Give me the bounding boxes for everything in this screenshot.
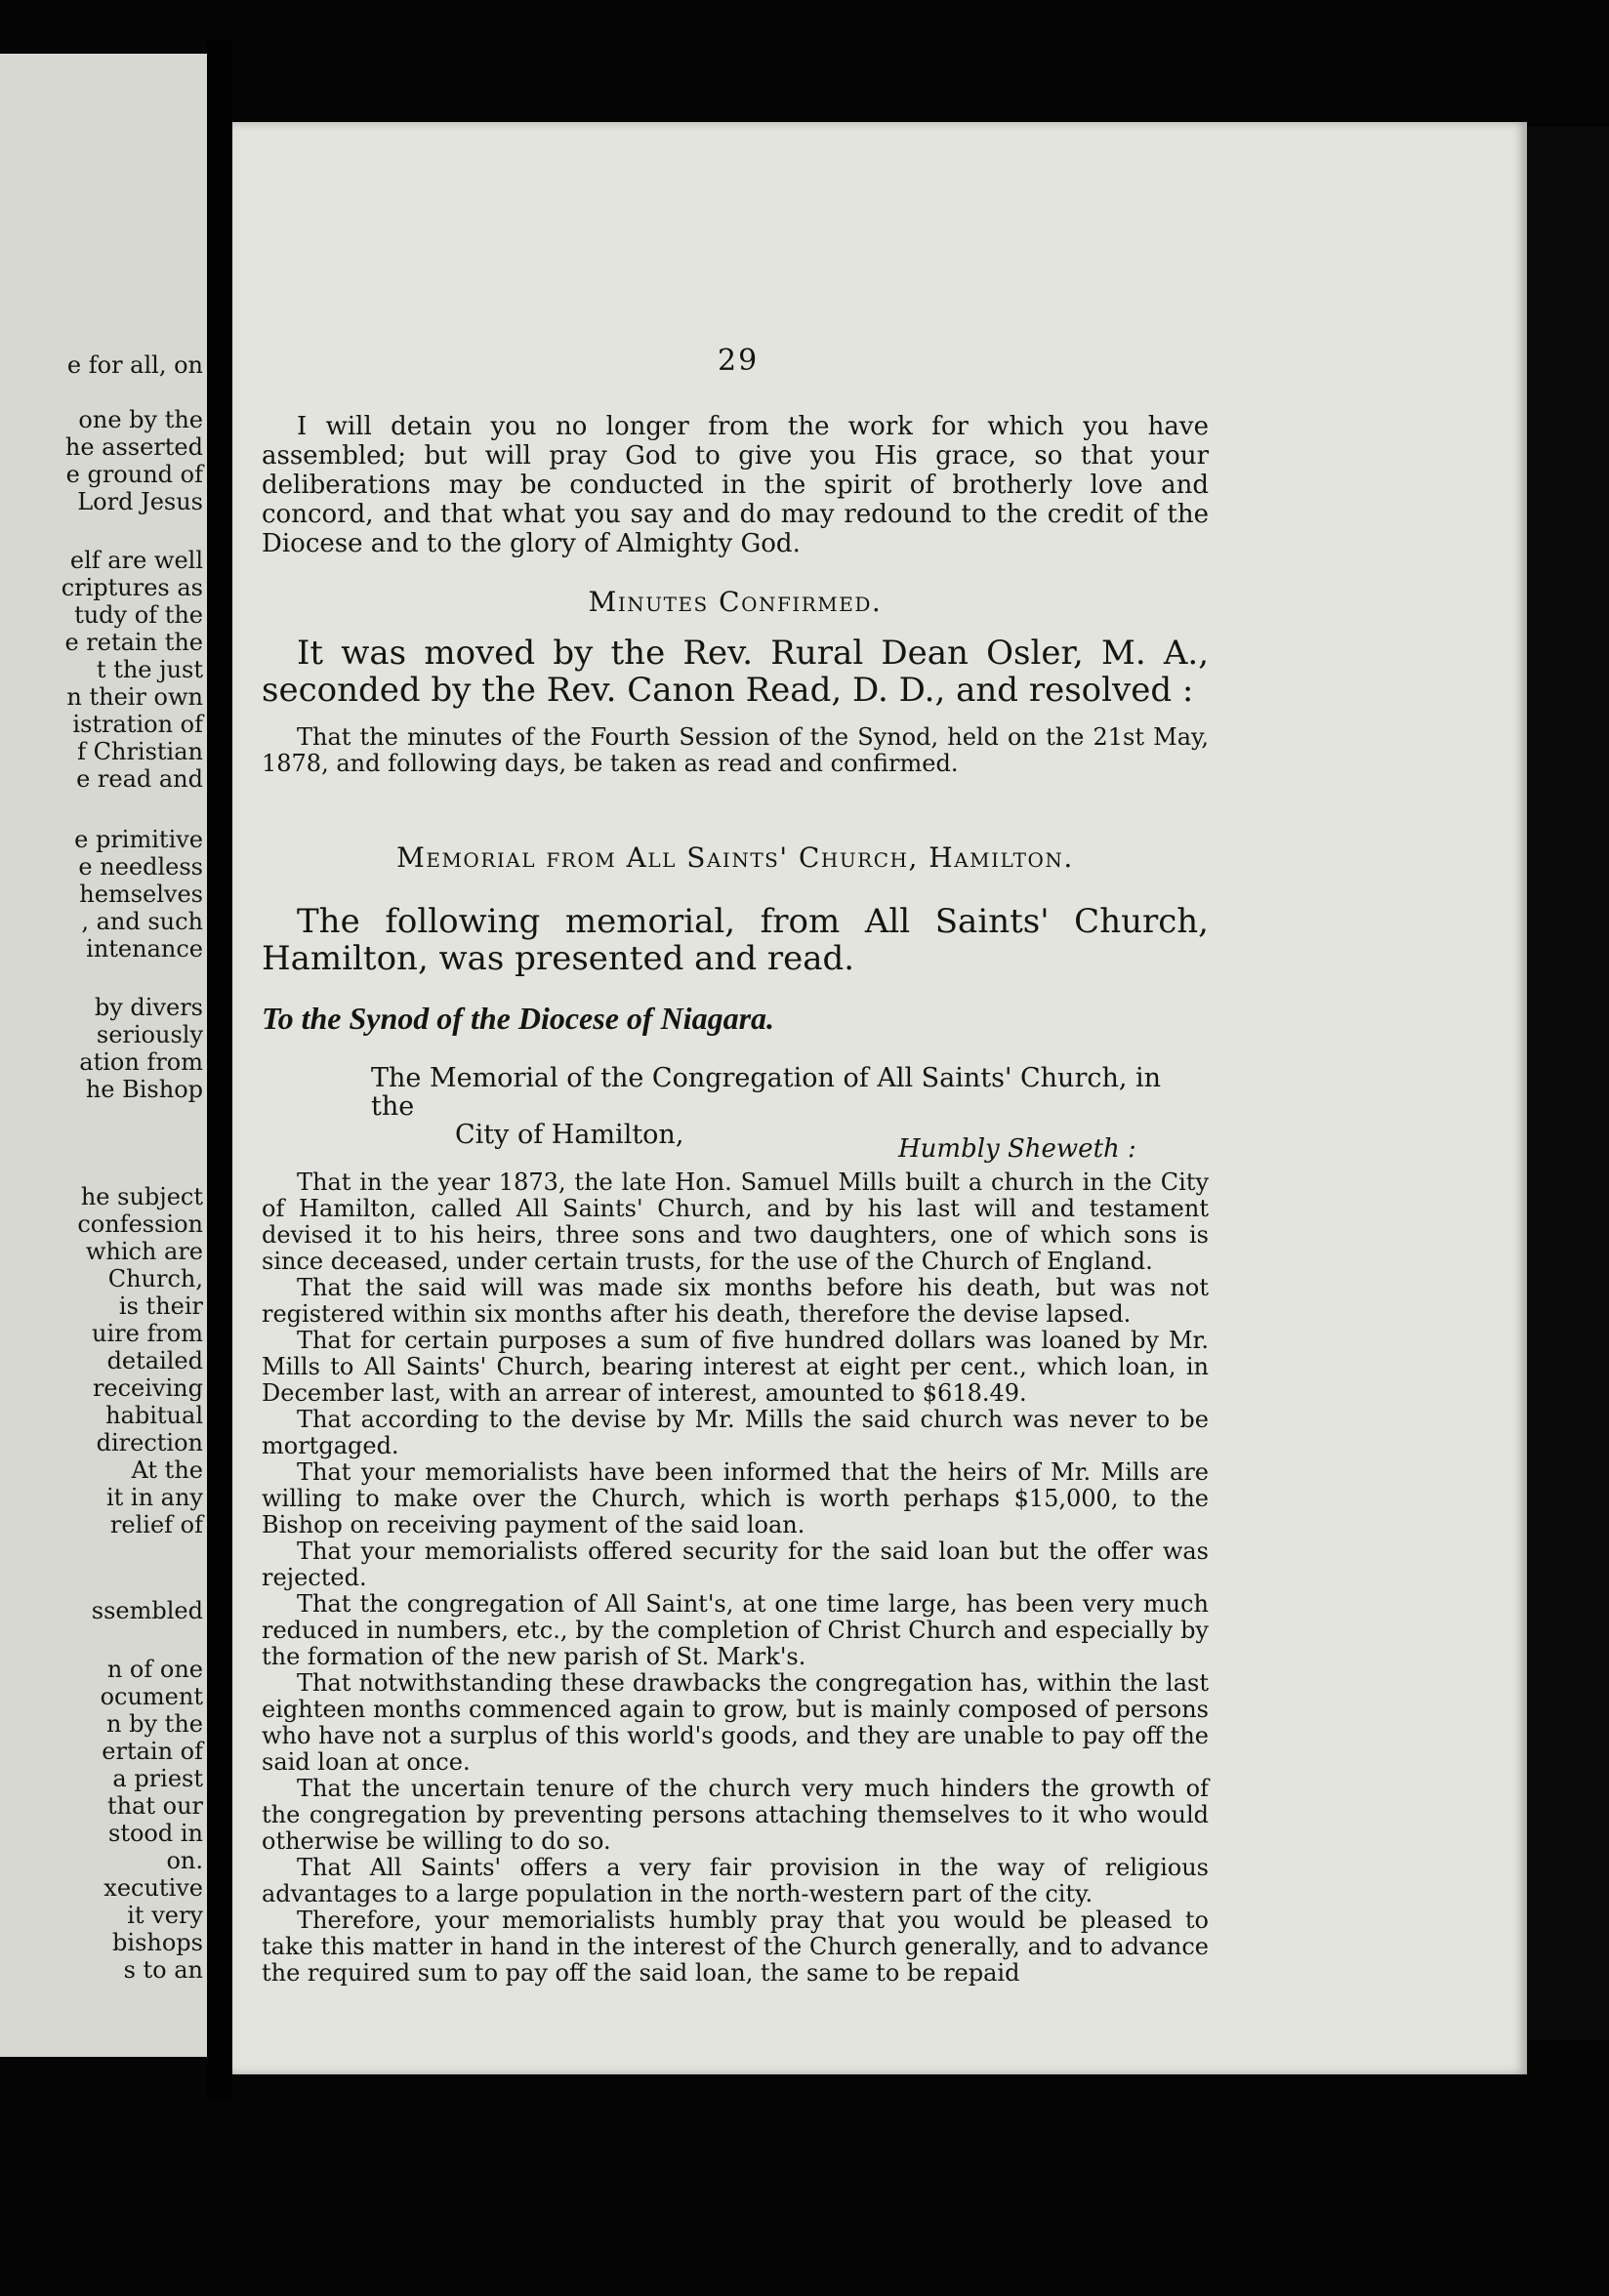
left-page-line: intenance [86,935,203,963]
left-page-line: n their own [66,683,203,711]
left-page-line: relief of [109,1511,203,1538]
left-page-line: bishops [112,1929,203,1956]
left-page-fragment [0,54,207,2057]
left-page-line: detailed [106,1347,203,1374]
memorial-paragraph: That the congregation of All Saint's, at one time large, has been very much reduced in numbers, etc., by the completion of Christ Church and especially by the formation of the new parish of St. Mark's. [262,1590,1209,1670]
memorial-paragraph: That your memorialists offered security for the said loan but the offer was rejected. [262,1538,1209,1591]
memorial-paragraph: That notwithstanding these drawbacks the congregation has, within the last eighteen months commenced again to grow, but is mainly composed of persons who have not a surplus of this world's goods, and they are unable to pay off the said loan at once. [262,1669,1209,1776]
left-page-line: e needless [78,853,203,881]
left-page-line: t the just [96,656,203,683]
memorial-paragraph: That for certain purposes a sum of five hundred dollars was loaned by Mr. Mills to All Saints' Church, bearing interest at eight per cent., which loan, in December last, with an arrear of interest, amounted to $618.49. [262,1327,1209,1407]
left-page-line: At the [131,1456,203,1484]
memorial-paragraph: Therefore, your memorialists humbly pray that you would be pleased to take this matter in hand in the interest of the Church generally, and to advance the required sum to pay off the said loan, the same to be repaid [262,1906,1209,1987]
page-number: 29 [718,344,760,378]
left-page-line: direction [96,1429,203,1456]
left-page-line: ssembled [91,1597,203,1624]
left-page-line: e primitive [74,826,203,853]
left-page-line: istration of [72,711,203,738]
left-page-line: is their [118,1292,203,1320]
left-page-line: Lord Jesus [77,488,203,515]
memorial-body [262,1169,1209,1987]
closing-paragraph: I will detain you no longer from the work for which you have assembled; but will pray God to give you His grace, so that your deliberations may be conducted in the spirit of brotherly love and concord, and that what you say and do may redound to the credit of the Diocese and to the glory of Almighty God. [262,412,1209,558]
left-page-line: it in any [105,1484,203,1511]
left-page-line: by divers [94,994,203,1021]
left-page-line: receiving [92,1374,203,1402]
left-page-line: ocument [100,1683,203,1710]
memorial-title-line1: The Memorial of the Congregation of All Saints' Church, in the [371,1063,1162,1122]
left-page-line: ertain of [102,1738,203,1765]
left-page-line: e ground of [65,461,203,488]
memorial-title-line2: City of Hamilton, [455,1120,684,1150]
left-page-line: uire from [92,1320,203,1347]
left-page-line: seriously [96,1021,203,1048]
section-heading-minutes: Minutes Confirmed. [588,586,883,618]
left-page-line: n by the [106,1710,203,1738]
memorial-paragraph: That All Saints' offers a very fair provision in the way of religious advantages to a large population in the north-western part of the city. [262,1854,1209,1907]
memorial-paragraph: That the uncertain tenure of the church very much hinders the growth of the congregation by preventing persons attaching themselves to it who would otherwise be willing to do so. [262,1775,1209,1855]
page-edge [1527,127,1609,2040]
left-page-line: ation from [79,1048,203,1076]
left-page-line: habitual [105,1402,203,1429]
left-page-line: xecutive [103,1874,203,1902]
left-page-line: stood in [108,1820,203,1847]
memorial-paragraph: That the said will was made six months before his death, but was not registered within six months after his death, therefore the devise lapsed. [262,1274,1209,1328]
book-binding [207,39,232,2099]
left-page-line: that our [106,1792,203,1820]
memorial-paragraph: That your memorialists have been informed that the heirs of Mr. Mills are willing to make over the Church, which is worth perhaps $15,000, to the Bishop on receiving payment of the said loan. [262,1458,1209,1538]
left-page-line: which are [85,1238,203,1265]
left-page-line: he Bishop [85,1076,203,1103]
left-page-line: he subject [80,1183,203,1210]
left-page-line: e for all, on [66,351,203,379]
left-page-line: tudy of the [74,601,203,629]
memorial-intro: The following memorial, from All Saints' Church, Hamilton, was presented and read. [262,902,1209,978]
section-heading-memorial: Memorial from All Saints' Church, Hamilton. [396,841,1074,874]
motion-text: It was moved by the Rev. Rural Dean Osler, M. A., seconded by the Rev. Canon Read, D. D., and resolved : [262,634,1209,710]
left-page-line: confession [77,1210,203,1238]
left-page-line: elf are well [69,547,203,574]
memorial-paragraph: That according to the devise by Mr. Mills the said church was never to be mortgaged. [262,1406,1209,1459]
left-page-line: criptures as [61,574,203,601]
left-page-line: Church, [107,1265,203,1292]
left-page-line: s to an [123,1956,203,1984]
left-page-line: one by the [78,406,203,433]
left-page-line: e read and [76,765,203,793]
humbly-sheweth: Humbly Sheweth : [898,1134,1136,1164]
left-page-line: he asserted [64,433,203,461]
left-page-line: f Christian [77,738,203,765]
memorial-paragraph: That in the year 1873, the late Hon. Samuel Mills built a church in the City of Hamilton, called All Saints' Church, and by his last will and testament devised it to his heirs, three sons and two daughters, one of which sons is since deceased, under certain trusts, for the use of the Church of England. [262,1168,1209,1275]
left-page-line: , and such [81,908,203,935]
memorial-address: To the Synod of the Diocese of Niagara. [262,1001,775,1036]
resolution-text: That the minutes of the Fourth Session of the Synod, held on the 21st May, 1878, and following days, be taken as read and confirmed. [262,723,1209,777]
left-page-line: on. [166,1847,203,1874]
left-page-line: a priest [112,1765,203,1792]
left-page-line: n of one [106,1656,203,1683]
left-page-line: e retain the [64,629,203,656]
left-page-line: hemselves [79,881,203,908]
left-page-line: it very [127,1902,203,1929]
